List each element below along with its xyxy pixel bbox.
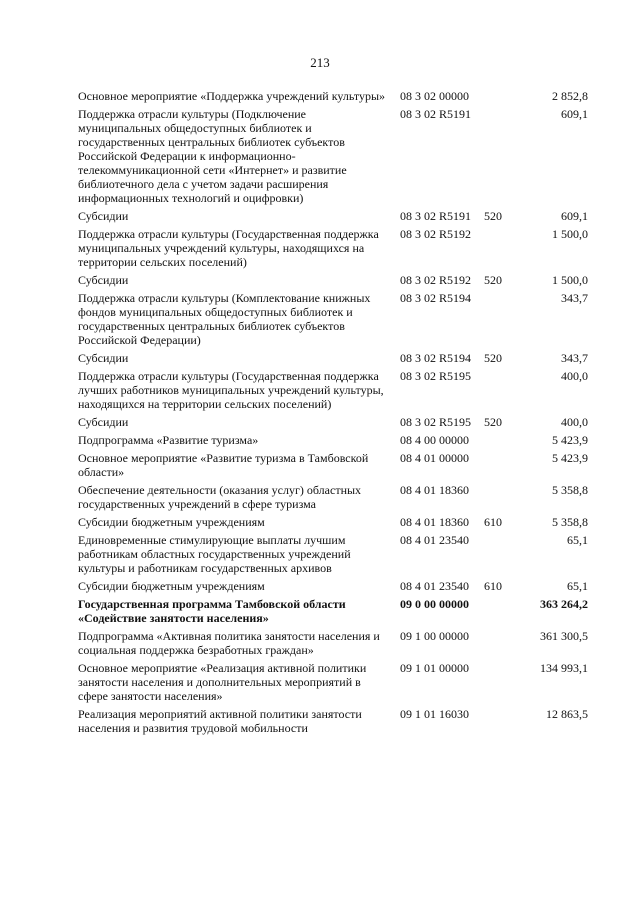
- row-name: Реализация мероприятий активной политики занятости населения и развития трудовой мобильности: [78, 707, 362, 735]
- row-expense-type: [478, 451, 510, 483]
- table-row: [78, 579, 588, 597]
- row-name: Основное мероприятие «Реализация активной политики занятости населения и дополнительных мероприятий в сфере занятости населения»: [78, 661, 367, 703]
- row-name: Основное мероприятие «Развитие туризма в Тамбовской области»: [78, 451, 369, 479]
- row-code: 08 4 01 23540: [400, 579, 469, 593]
- row-name: Субсидии: [78, 209, 129, 223]
- row-code: 08 3 02 R5191: [400, 209, 472, 223]
- row-sum: 5 358,8: [552, 483, 588, 497]
- row-code: 08 4 01 18360: [400, 483, 469, 497]
- row-sum: 609,1: [561, 209, 588, 223]
- row-name: Подпрограмма «Развитие туризма»: [78, 433, 259, 447]
- table-row: [78, 415, 588, 433]
- row-sum: 361 300,5: [540, 629, 588, 643]
- row-name: Субсидии: [78, 415, 129, 429]
- row-code: 08 3 02 R5191: [400, 107, 472, 121]
- table-row: [78, 451, 588, 483]
- row-code: 09 1 01 00000: [400, 661, 469, 675]
- row-sum: 65,1: [567, 579, 588, 593]
- row-expense-type: [478, 707, 510, 739]
- page-number: 213: [310, 55, 330, 70]
- table-row: [78, 209, 588, 227]
- table-row: [78, 351, 588, 369]
- row-code: 08 4 00 00000: [400, 433, 469, 447]
- table-row: [78, 483, 588, 515]
- row-name: Поддержка отрасли культуры (Государственная поддержка муниципальных учреждений культуры, находящихся на территории сельских поселений): [78, 227, 379, 269]
- table-row: [78, 227, 588, 273]
- row-name: Субсидии бюджетным учреждениям: [78, 515, 265, 529]
- row-sum: 343,7: [561, 291, 588, 305]
- row-sum: 363 264,2: [540, 597, 588, 611]
- table-row: [78, 89, 588, 107]
- row-name: Основное мероприятие «Поддержка учреждений культуры»: [78, 89, 386, 103]
- row-expense-type: [478, 433, 510, 451]
- row-code: 08 3 02 R5195: [400, 369, 472, 383]
- row-sum: 65,1: [567, 533, 588, 547]
- row-sum: 134 993,1: [540, 661, 588, 675]
- row-code: 08 3 02 R5192: [400, 227, 472, 241]
- row-expense-type: [478, 89, 510, 107]
- row-name: Подпрограмма «Активная политика занятости населения и социальная поддержка безработных граждан»: [78, 629, 380, 657]
- row-expense-type: [478, 629, 510, 661]
- table-row: [78, 273, 588, 291]
- row-expense-type: [478, 483, 510, 515]
- row-sum: 2 852,8: [552, 89, 588, 103]
- row-code: 08 4 01 23540: [400, 533, 469, 547]
- row-code: 08 3 02 R5194: [400, 351, 472, 365]
- table-row: [78, 433, 588, 451]
- budget-table: [78, 89, 588, 739]
- table-row: [78, 369, 588, 415]
- row-code: 08 3 02 R5194: [400, 291, 472, 305]
- row-expense-type: 520: [484, 415, 502, 429]
- row-expense-type: [478, 107, 510, 209]
- row-name: Обеспечение деятельности (оказания услуг) областных государственных учреждений в сфере туризма: [78, 483, 362, 511]
- row-name: Поддержка отрасли культуры (Государственная поддержка лучших работников муниципальных учреждений культуры, находящихся на территории сельских поселений): [78, 369, 384, 411]
- row-expense-type: [478, 597, 510, 629]
- table-row: [78, 107, 588, 209]
- row-name: Государственная программа Тамбовской области «Содействие занятости населения»: [78, 597, 346, 625]
- row-name: Субсидии: [78, 351, 129, 365]
- row-expense-type: [478, 661, 510, 707]
- row-code: 08 4 01 18360: [400, 515, 469, 529]
- row-name: Поддержка отрасли культуры (Комплектование книжных фондов муниципальных общедоступных библиотек и государственных центральных библиотек субъектов Российской Федерации): [78, 291, 371, 347]
- table-row: [78, 629, 588, 661]
- row-sum: 1 500,0: [552, 273, 588, 287]
- row-code: 09 1 01 16030: [400, 707, 469, 721]
- row-expense-type: [478, 533, 510, 579]
- row-code: 08 3 02 R5192: [400, 273, 472, 287]
- row-sum: 1 500,0: [552, 227, 588, 241]
- row-expense-type: [478, 227, 510, 273]
- row-name: Поддержка отрасли культуры (Подключение муниципальных общедоступных библиотек и государственных центральных библиотек субъектов Российской Федерации к информационно-телекоммуникационной сети «Интернет» и развитие библиотечного дела с учетом задачи расширения информационных технологий и оцифровки): [78, 107, 347, 205]
- row-sum: 400,0: [561, 415, 588, 429]
- row-expense-type: 520: [484, 351, 502, 365]
- row-code: 08 3 02 R5195: [400, 415, 472, 429]
- row-name: Субсидии бюджетным учреждениям: [78, 579, 265, 593]
- row-sum: 12 863,5: [546, 707, 588, 721]
- budget-table-body: [78, 89, 588, 739]
- row-expense-type: [478, 369, 510, 415]
- row-name: Субсидии: [78, 273, 129, 287]
- row-sum: 400,0: [561, 369, 588, 383]
- row-sum: 609,1: [561, 107, 588, 121]
- row-expense-type: 520: [484, 209, 502, 223]
- row-code: 08 4 01 00000: [400, 451, 469, 465]
- row-code: 08 3 02 00000: [400, 89, 469, 103]
- table-row: [78, 597, 588, 629]
- row-expense-type: [478, 291, 510, 351]
- row-expense-type: 520: [484, 273, 502, 287]
- row-code: 09 1 00 00000: [400, 629, 469, 643]
- row-sum: 5 358,8: [552, 515, 588, 529]
- table-row: [78, 707, 588, 739]
- row-sum: 5 423,9: [552, 451, 588, 465]
- row-sum: 343,7: [561, 351, 588, 365]
- row-code: 09 0 00 00000: [400, 597, 469, 611]
- table-row: [78, 515, 588, 533]
- table-row: [78, 661, 588, 707]
- table-row: [78, 291, 588, 351]
- row-expense-type: 610: [484, 515, 502, 529]
- row-name: Единовременные стимулирующие выплаты лучшим работникам областных государственных учреждений культуры и работникам государственных архивов: [78, 533, 351, 575]
- table-row: [78, 533, 588, 579]
- row-expense-type: 610: [484, 579, 502, 593]
- row-sum: 5 423,9: [552, 433, 588, 447]
